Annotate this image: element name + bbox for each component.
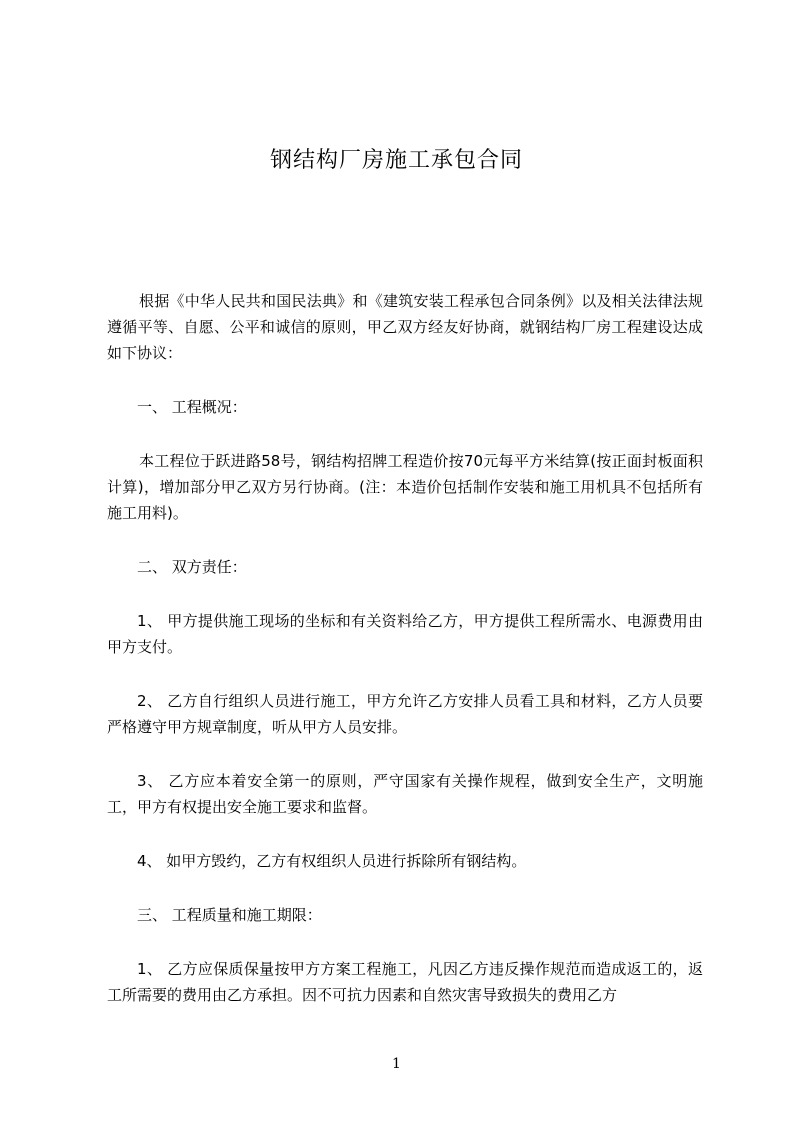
responsibility-item-4: 4、 如甲方毁约，乙方有权组织人员进行拆除所有钢结构。	[137, 852, 527, 870]
spacer	[107, 580, 703, 608]
quality-item-1: 1、 乙方应保质保量按甲方方案工程施工，凡因乙方违反操作规范而造成返工的，返工所需要的费用由乙方承担。因不可抗力因素和自然灾害导致损失的费用乙方	[107, 960, 703, 1004]
section-heading-quality-schedule: 三、 工程质量和施工期限：	[137, 906, 322, 924]
spacer	[107, 740, 703, 768]
spacer	[107, 928, 703, 956]
responsibility-item-1: 1、 甲方提供施工现场的坐标和有关资料给乙方，甲方提供工程所需水、电源费用由甲方支付。	[107, 612, 703, 656]
spacer	[107, 366, 703, 394]
spacer	[107, 874, 703, 902]
page-number: 1	[392, 1056, 401, 1072]
document-body	[107, 288, 703, 1008]
spacer	[107, 526, 703, 554]
section-heading-responsibilities: 二、 双方责任：	[137, 558, 247, 576]
section-heading-project-overview: 一、 工程概况：	[137, 398, 247, 416]
document-title: 钢结构厂房施工承包合同	[269, 148, 523, 173]
spacer	[107, 820, 703, 848]
spacer	[107, 660, 703, 688]
responsibility-item-2: 2、 乙方自行组织人员进行施工，甲方允许乙方安排人员看工具和材料，乙方人员要严格遵守甲方规章制度，听从甲方人员安排。	[107, 692, 703, 736]
project-overview-paragraph: 本工程位于跃进路58号，钢结构招牌工程造价按70元每平方米结算(按正面封板面积计算)，增加部分甲乙双方另行协商。(注：本造价包括制作安装和施工用机具不包括所有施工用料)。	[107, 452, 703, 522]
spacer	[107, 420, 703, 448]
responsibility-item-3: 3、 乙方应本着安全第一的原则，严守国家有关操作规程，做到安全生产，文明施工，甲方有权提出安全施工要求和监督。	[107, 772, 703, 816]
intro-paragraph: 根据《中华人民共和国民法典》和《建筑安装工程承包合同条例》以及相关法律法规遵循平等、自愿、公平和诚信的原则，甲乙双方经友好协商，就钢结构厂房工程建设达成如下协议：	[107, 292, 703, 362]
